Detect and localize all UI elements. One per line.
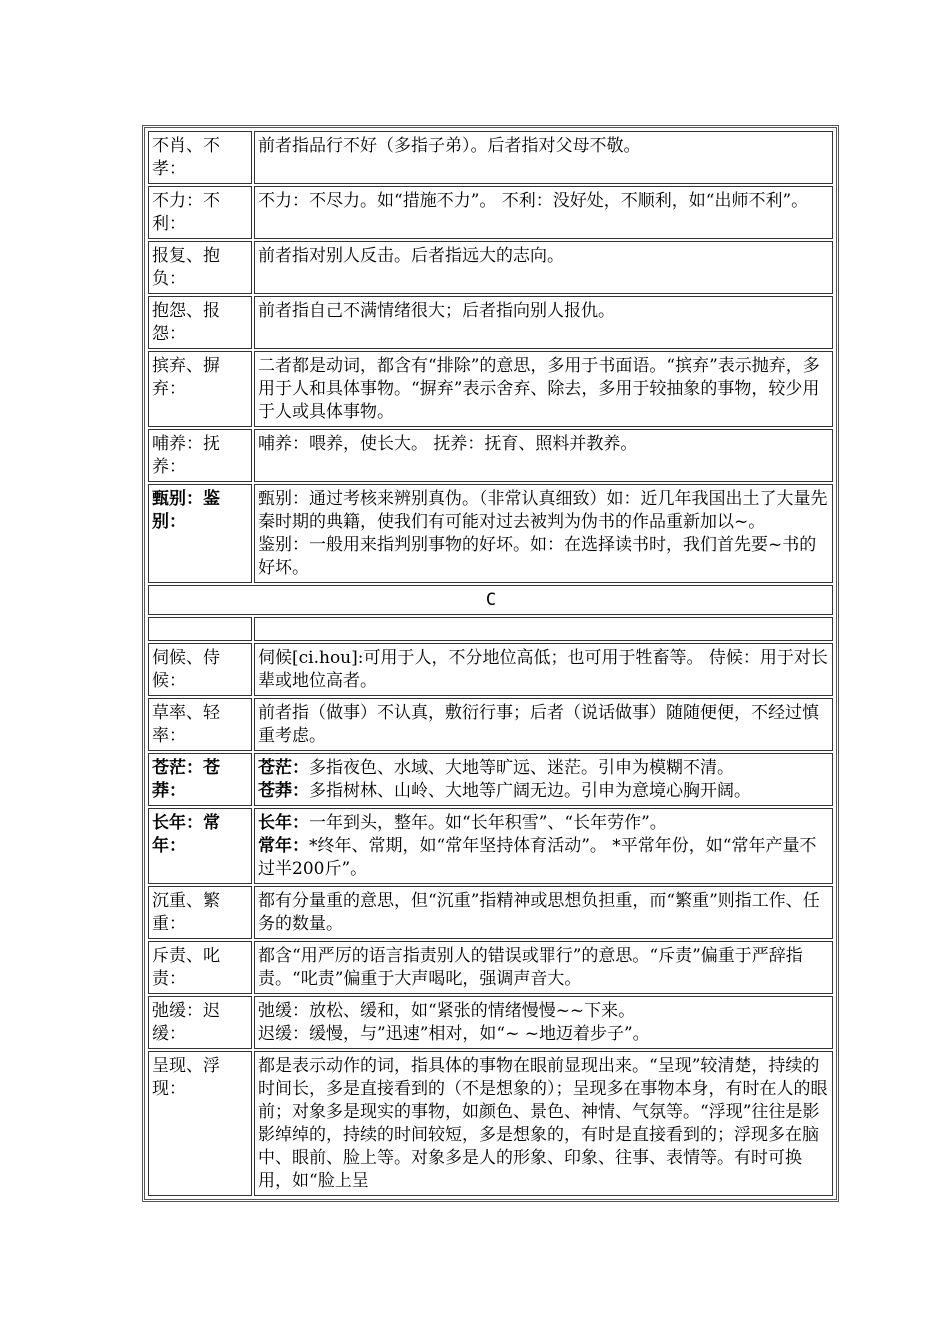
definition-cell: 哺养：喂养，使长大。 抚养：抚育、照料并教养。	[254, 429, 833, 482]
definition-line	[258, 757, 830, 780]
definition-line: 弛缓：放松、缓和，如“紧张的情绪慢慢~~下来。	[258, 1001, 636, 1021]
definition-cell	[254, 484, 833, 583]
term-cell	[148, 617, 252, 641]
definition-text: 一年到头，整年。如“长年积雪”、“长年劳作”。	[309, 813, 667, 833]
definition-text: *终年、常期，如“常年坚持体育活动”。 *平常年份，如“常年产量不过半200斤”。	[258, 836, 817, 879]
table-row	[148, 351, 833, 427]
section-letter: C	[148, 585, 833, 615]
definition-cell: 二者都是动词，都含有“排除”的意思，多用于书面语。“摈弃”表示抛弃，多用于人和具体事物。“摒弃”表示舍弃、除去，多用于较抽象的事物，较少用于人或具体事物。	[254, 351, 833, 427]
definition-text: 多指树林、山岭、大地等广阔无边。引申为意境心胸开阔。	[309, 781, 751, 801]
definition-keyword: 苍茫：	[258, 758, 309, 778]
definition-cell: 不力：不尽力。如“措施不力”。 不利：没好处，不顺利，如“出师不利”。	[254, 186, 833, 239]
table-row	[148, 1051, 833, 1196]
definition-cell	[254, 996, 833, 1049]
term-cell: 哺养：抚养：	[148, 429, 252, 482]
definition-line	[258, 812, 830, 835]
definition-cell	[254, 753, 833, 806]
definition-line	[258, 835, 830, 881]
term-cell: 苍茫：苍莽：	[148, 753, 252, 806]
definition-cell: 前者指（做事）不认真，敷衍行事；后者（说话做事）随随便便，不经过慎重考虑。	[254, 698, 833, 751]
section-header-row	[148, 585, 833, 615]
empty-row	[148, 617, 833, 641]
definition-keyword: 常年：	[258, 836, 309, 856]
definition-text: 多指夜色、水域、大地等旷远、迷茫。引申为模糊不清。	[309, 758, 734, 778]
term-cell: 长年：常年：	[148, 808, 252, 884]
term-cell: 草率、轻率：	[148, 698, 252, 751]
table-row	[148, 753, 833, 806]
definition-line: 甄别：通过考核来辨别真伪。（非常认真细致）如：近几年我国出土了大量先秦时期的典籍，使我们有可能对过去被判为伪书的作品重新加以~。	[258, 489, 828, 532]
definition-cell	[254, 808, 833, 884]
definition-keyword: 长年：	[258, 813, 309, 833]
definition-cell: 都含“用严厉的语言指责别人的错误或罪行”的意思。“斥责”偏重于严辞指责。“叱责”偏重于大声喝叱，强调声音大。	[254, 941, 833, 994]
definition-line	[258, 780, 830, 803]
table-row	[148, 698, 833, 751]
table-row	[148, 131, 833, 184]
definition-cell: 伺候[ci.hou]:可用于人，不分地位高低；也可用于牲畜等。 侍候：用于对长辈或地位高者。	[254, 643, 833, 696]
definition-cell: 前者指对别人反击。后者指远大的志向。	[254, 241, 833, 294]
table-row	[148, 643, 833, 696]
term-cell: 弛缓：迟缓：	[148, 996, 252, 1049]
term-cell: 甄别：鉴别：	[148, 484, 252, 583]
definition-line: 鉴别：一般用来指判别事物的好坏。如：在选择读书时，我们首先要~书的好坏。	[258, 535, 817, 578]
table-row	[148, 886, 833, 939]
term-cell: 不肖、不孝：	[148, 131, 252, 184]
table-row	[148, 186, 833, 239]
term-cell: 抱怨、报怨：	[148, 296, 252, 349]
term-cell: 伺候、侍候：	[148, 643, 252, 696]
table-row	[148, 808, 833, 884]
term-cell: 呈现、浮现：	[148, 1051, 252, 1196]
term-cell: 不力：不利：	[148, 186, 252, 239]
vocabulary-table	[146, 129, 835, 1198]
definition-line: 迟缓：缓慢，与”迅速”相对，如“~ ~地迈着步子”。	[258, 1024, 650, 1044]
term-cell: 沉重、繁重：	[148, 886, 252, 939]
table-row	[148, 941, 833, 994]
definition-cell: 前者指品行不好（多指子弟）。后者指对父母不敬。	[254, 131, 833, 184]
definition-cell: 前者指自己不满情绪很大；后者指向别人报仇。	[254, 296, 833, 349]
table-row	[148, 241, 833, 294]
definition-cell	[254, 617, 833, 641]
term-cell: 摈弃、摒弃：	[148, 351, 252, 427]
table-row	[148, 429, 833, 482]
table-row	[148, 484, 833, 583]
definition-cell: 都有分量重的意思，但“沉重”指精神或思想负担重，而“繁重”则指工作、任务的数量。	[254, 886, 833, 939]
definition-keyword: 苍莽：	[258, 781, 309, 801]
definition-cell: 都是表示动作的词，指具体的事物在眼前显现出来。“呈现”较清楚，持续的时间长，多是直接看到的（不是想象的）；呈现多在事物本身，有时在人的眼前；对象多是现实的事物，如颜色、景色、神情、气氛等。“浮现”往往是影影绰绰的，持续的时间较短，多是想象的，有时是直接看到的；浮现多在脑中、眼前、脸上等。对象多是人的形象、印象、往事、表情等。有时可换用，如“脸上呈	[254, 1051, 833, 1196]
table-row	[148, 996, 833, 1049]
term-cell: 斥责、叱责：	[148, 941, 252, 994]
table-row	[148, 296, 833, 349]
term-cell: 报复、抱负：	[148, 241, 252, 294]
vocabulary-table-frame	[142, 125, 839, 1202]
